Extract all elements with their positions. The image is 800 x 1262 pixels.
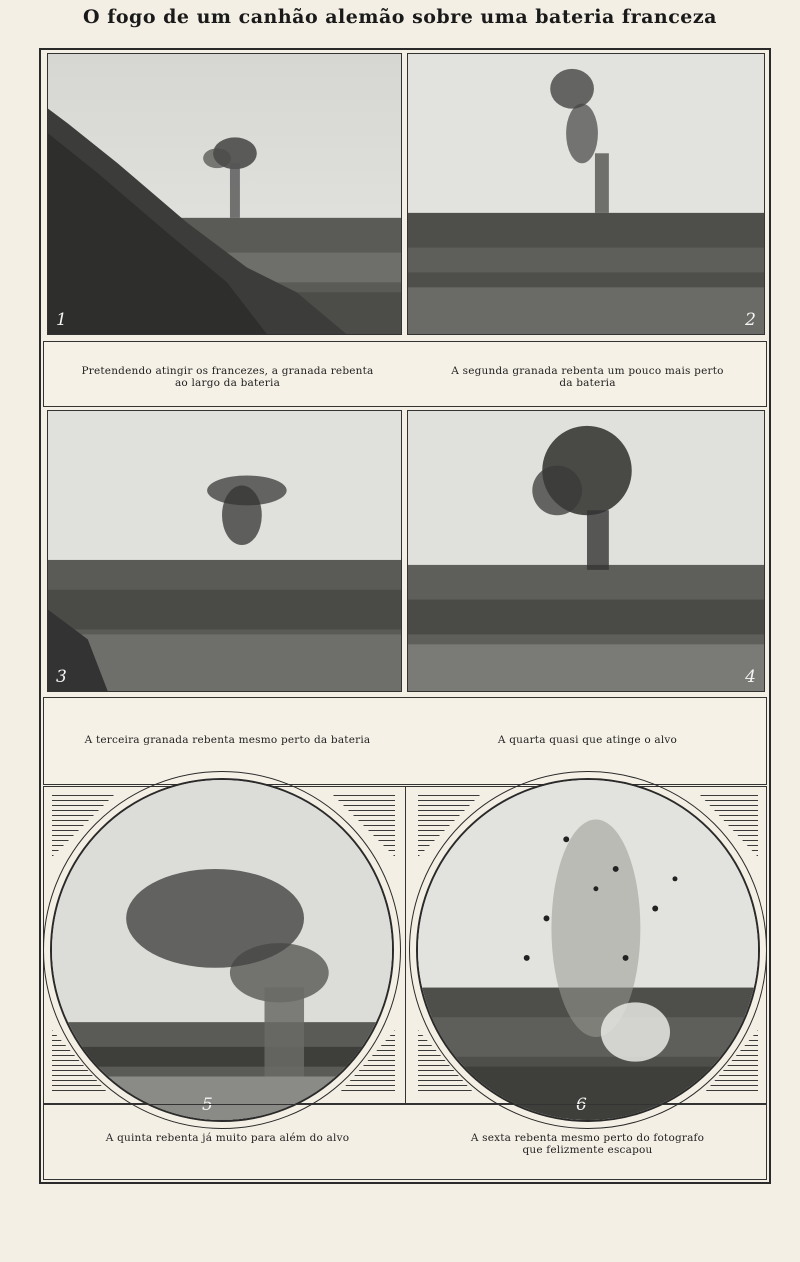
page-title: O fogo de um canhão alemão sobre uma bateria franceza: [83, 6, 717, 28]
photo-number-2: 2: [745, 310, 756, 330]
photo-number-4: 4: [745, 667, 756, 687]
photo-number-6: 6: [576, 1095, 587, 1115]
caption-2-line1: A segunda granada rebenta um pouco mais perto: [451, 365, 724, 377]
photo-6: [416, 778, 760, 1122]
caption-1-line1: Pretendendo atingir os francezes, a granada rebenta: [81, 365, 374, 377]
photo-number-5: 5: [202, 1095, 213, 1115]
caption-5: [55, 1132, 400, 1144]
photo-number-1: 1: [56, 310, 67, 330]
caption-3-line1: A terceira granada rebenta mesmo perto da bateria: [84, 734, 371, 746]
caption-6-line1: A sexta rebenta mesmo perto do fotografo: [470, 1132, 705, 1144]
caption-4-line1: A quarta quasi que atinge o alvo: [497, 734, 678, 746]
panel-divider: [405, 786, 406, 1104]
caption-2: [415, 365, 760, 389]
caption-1-line2: ao largo da bateria: [174, 377, 281, 389]
caption-4: [415, 734, 760, 746]
photo-4: [407, 410, 765, 692]
caption-6-line2: que felizmente escapou: [522, 1144, 653, 1156]
photo-5: [50, 778, 394, 1122]
caption-2-line2: da bateria: [559, 377, 616, 389]
photo-1: [47, 53, 402, 335]
caption-3: [55, 734, 400, 746]
caption-6: [415, 1132, 760, 1156]
caption-5-line1: A quinta rebenta já muito para além do alvo: [105, 1132, 350, 1144]
caption-1: [55, 365, 400, 389]
photo-3: [47, 410, 402, 692]
photo-2: [407, 53, 765, 335]
photo-number-3: 3: [56, 667, 67, 687]
